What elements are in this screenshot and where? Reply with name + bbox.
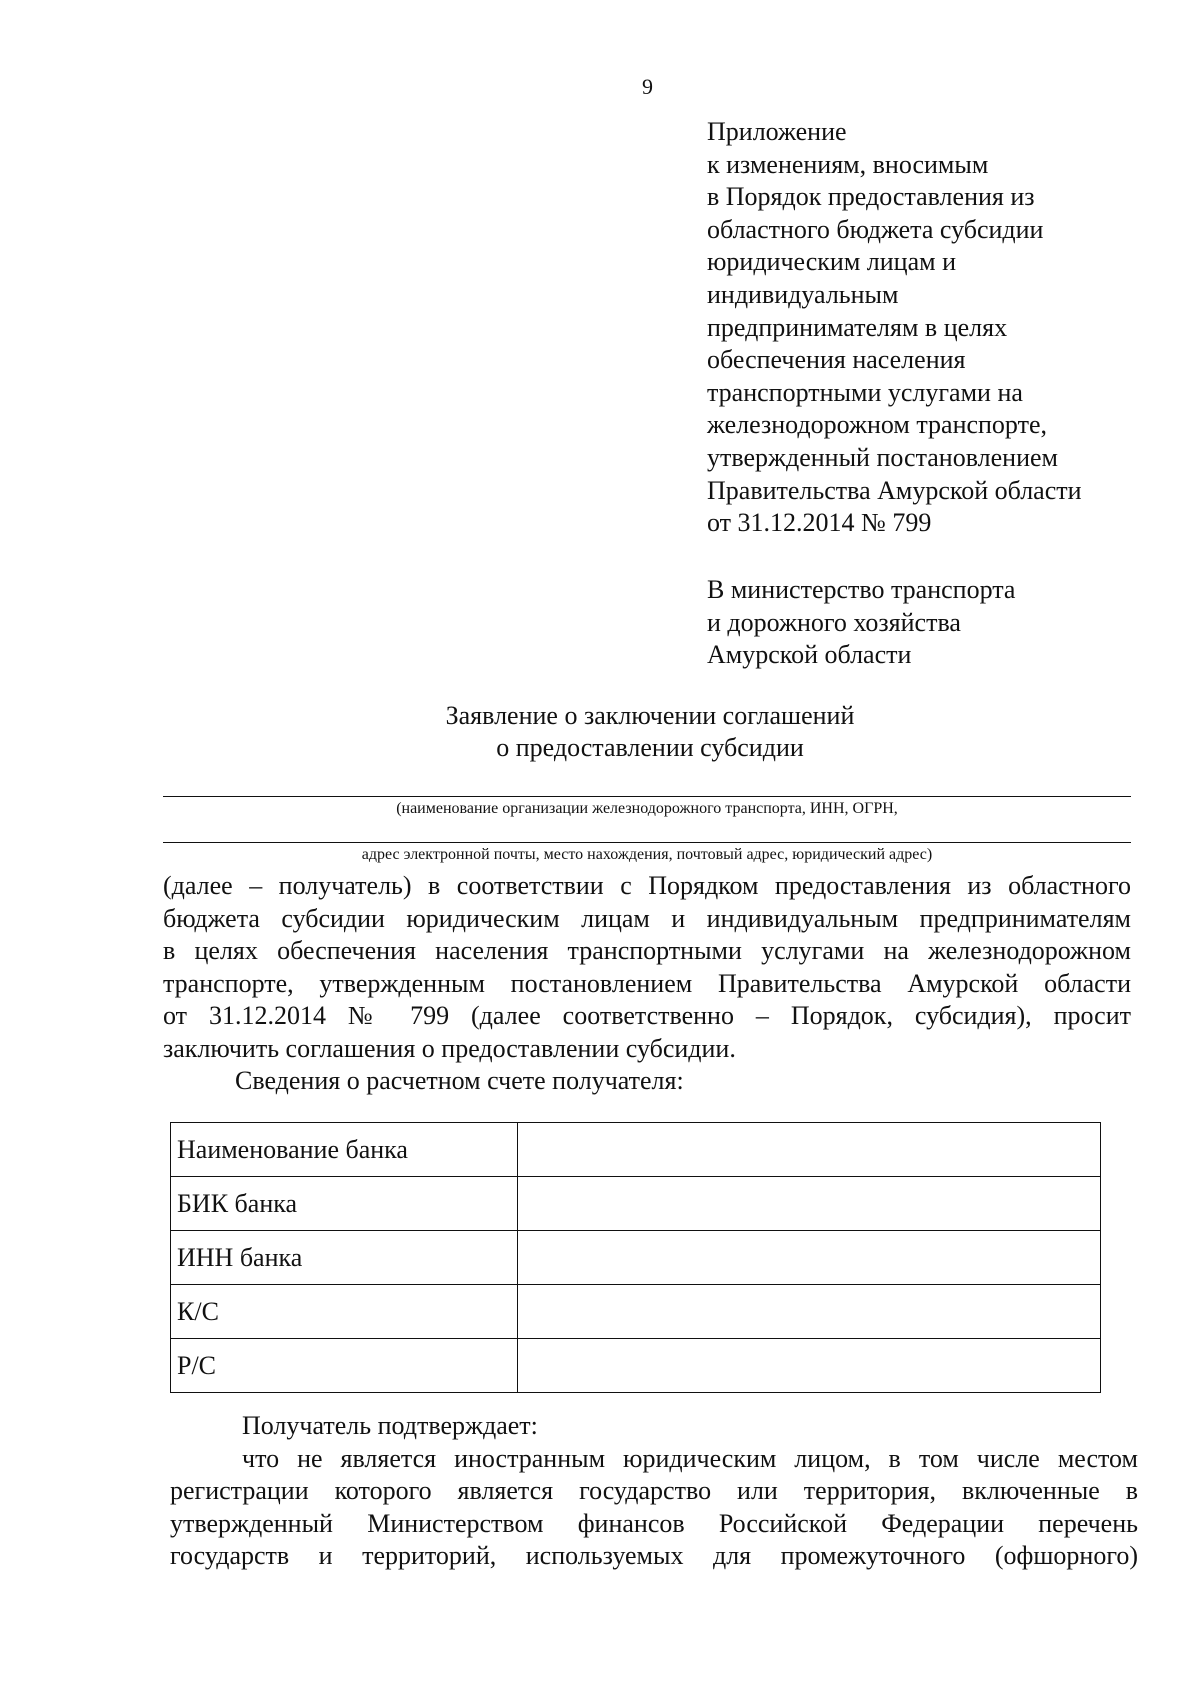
table-label: ИНН банка [171,1231,518,1285]
fill-in-caption: адрес электронной почты, место нахождения, почтовый адрес, юридический адрес) [361,846,933,863]
body-line: заключить соглашения о предоставлении субсидии. [163,1033,736,1063]
appendix-line: от 31.12.2014 № 799 [707,508,932,538]
fill-in-line [163,796,1131,797]
table-row [171,1285,1101,1339]
table-label: Наименование банка [171,1123,518,1177]
body-line: бюджета субсидии юридическим лицам и индивидуальным предпринимателям [163,903,1131,933]
fill-in-caption: (наименование организации железнодорожного транспорта, ИНН, ОГРН, [396,800,898,817]
appendix-line: к изменениям, вносимым [707,149,989,179]
page-number: 9 [642,74,653,99]
table-label: БИК банка [171,1177,518,1231]
confirmation-line: что не является иностранным юридическим лицом, в том числе местом [242,1443,1138,1473]
table-value [518,1339,1101,1393]
appendix-line: юридическим лицам и [707,247,956,277]
table-value [518,1285,1101,1339]
table-value [518,1177,1101,1231]
table-value [518,1231,1101,1285]
table-row [171,1123,1101,1177]
table-label: Р/С [171,1339,518,1393]
confirmation-heading: Получатель подтверждает: [242,1411,538,1440]
appendix-line: Приложение [707,117,847,146]
account-heading: Сведения о расчетном счете получателя: [235,1066,684,1095]
title-line: о предоставлении субсидии [496,733,804,762]
application-body [163,870,1131,1098]
table-label: К/С [171,1285,518,1339]
appendix-line: транспортными услугами на [707,377,1023,407]
confirmation-line: государств и территорий, используемых для промежуточного (офшорного) [170,1541,1138,1570]
table-row [171,1177,1101,1231]
body-line: от 31.12.2014 № 799 (далее соответственно – Порядок, субсидия), просит [163,1001,1131,1030]
appendix-line: обеспечения населения [707,345,966,375]
addressee-line: и дорожного хозяйства [707,607,961,637]
addressee-line: В министерство транспорта [707,575,1016,604]
table-row [171,1231,1101,1285]
appendix-line: в Порядок предоставления из [707,182,1035,212]
table-value [518,1123,1101,1177]
appendix-line: утвержденный постановлением [707,442,1058,472]
body-line: транспорте, утвержденным постановлением Правительства Амурской области [163,968,1131,998]
appendix-line: железнодорожном транспорте, [707,410,1047,440]
appendix-line: предпринимателям в целях [707,312,1008,342]
appendix-line: Правительства Амурской области [707,475,1082,505]
table-row [171,1339,1101,1393]
appendix-line: индивидуальным [707,279,899,309]
confirmation-line: регистрации которого является государство или территория, включенные в [170,1476,1138,1505]
fill-in-line [163,842,1131,843]
bank-details-table [170,1122,1101,1393]
document-title [200,700,1100,764]
body-line: (далее – получатель) в соответствии с Порядком предоставления из областного [163,871,1131,900]
confirmation-section [170,1410,1138,1573]
appendix-header [707,116,1082,540]
appendix-line: областного бюджета субсидии [707,214,1044,244]
addressee-line: Амурской области [707,640,912,669]
body-line: в целях обеспечения населения транспортными услугами на железнодорожном [163,936,1131,965]
title-line: Заявление о заключении соглашений [445,701,855,730]
confirmation-line: утвержденный Министерством финансов Российской Федерации перечень [170,1508,1138,1538]
addressee-block [707,574,1015,672]
